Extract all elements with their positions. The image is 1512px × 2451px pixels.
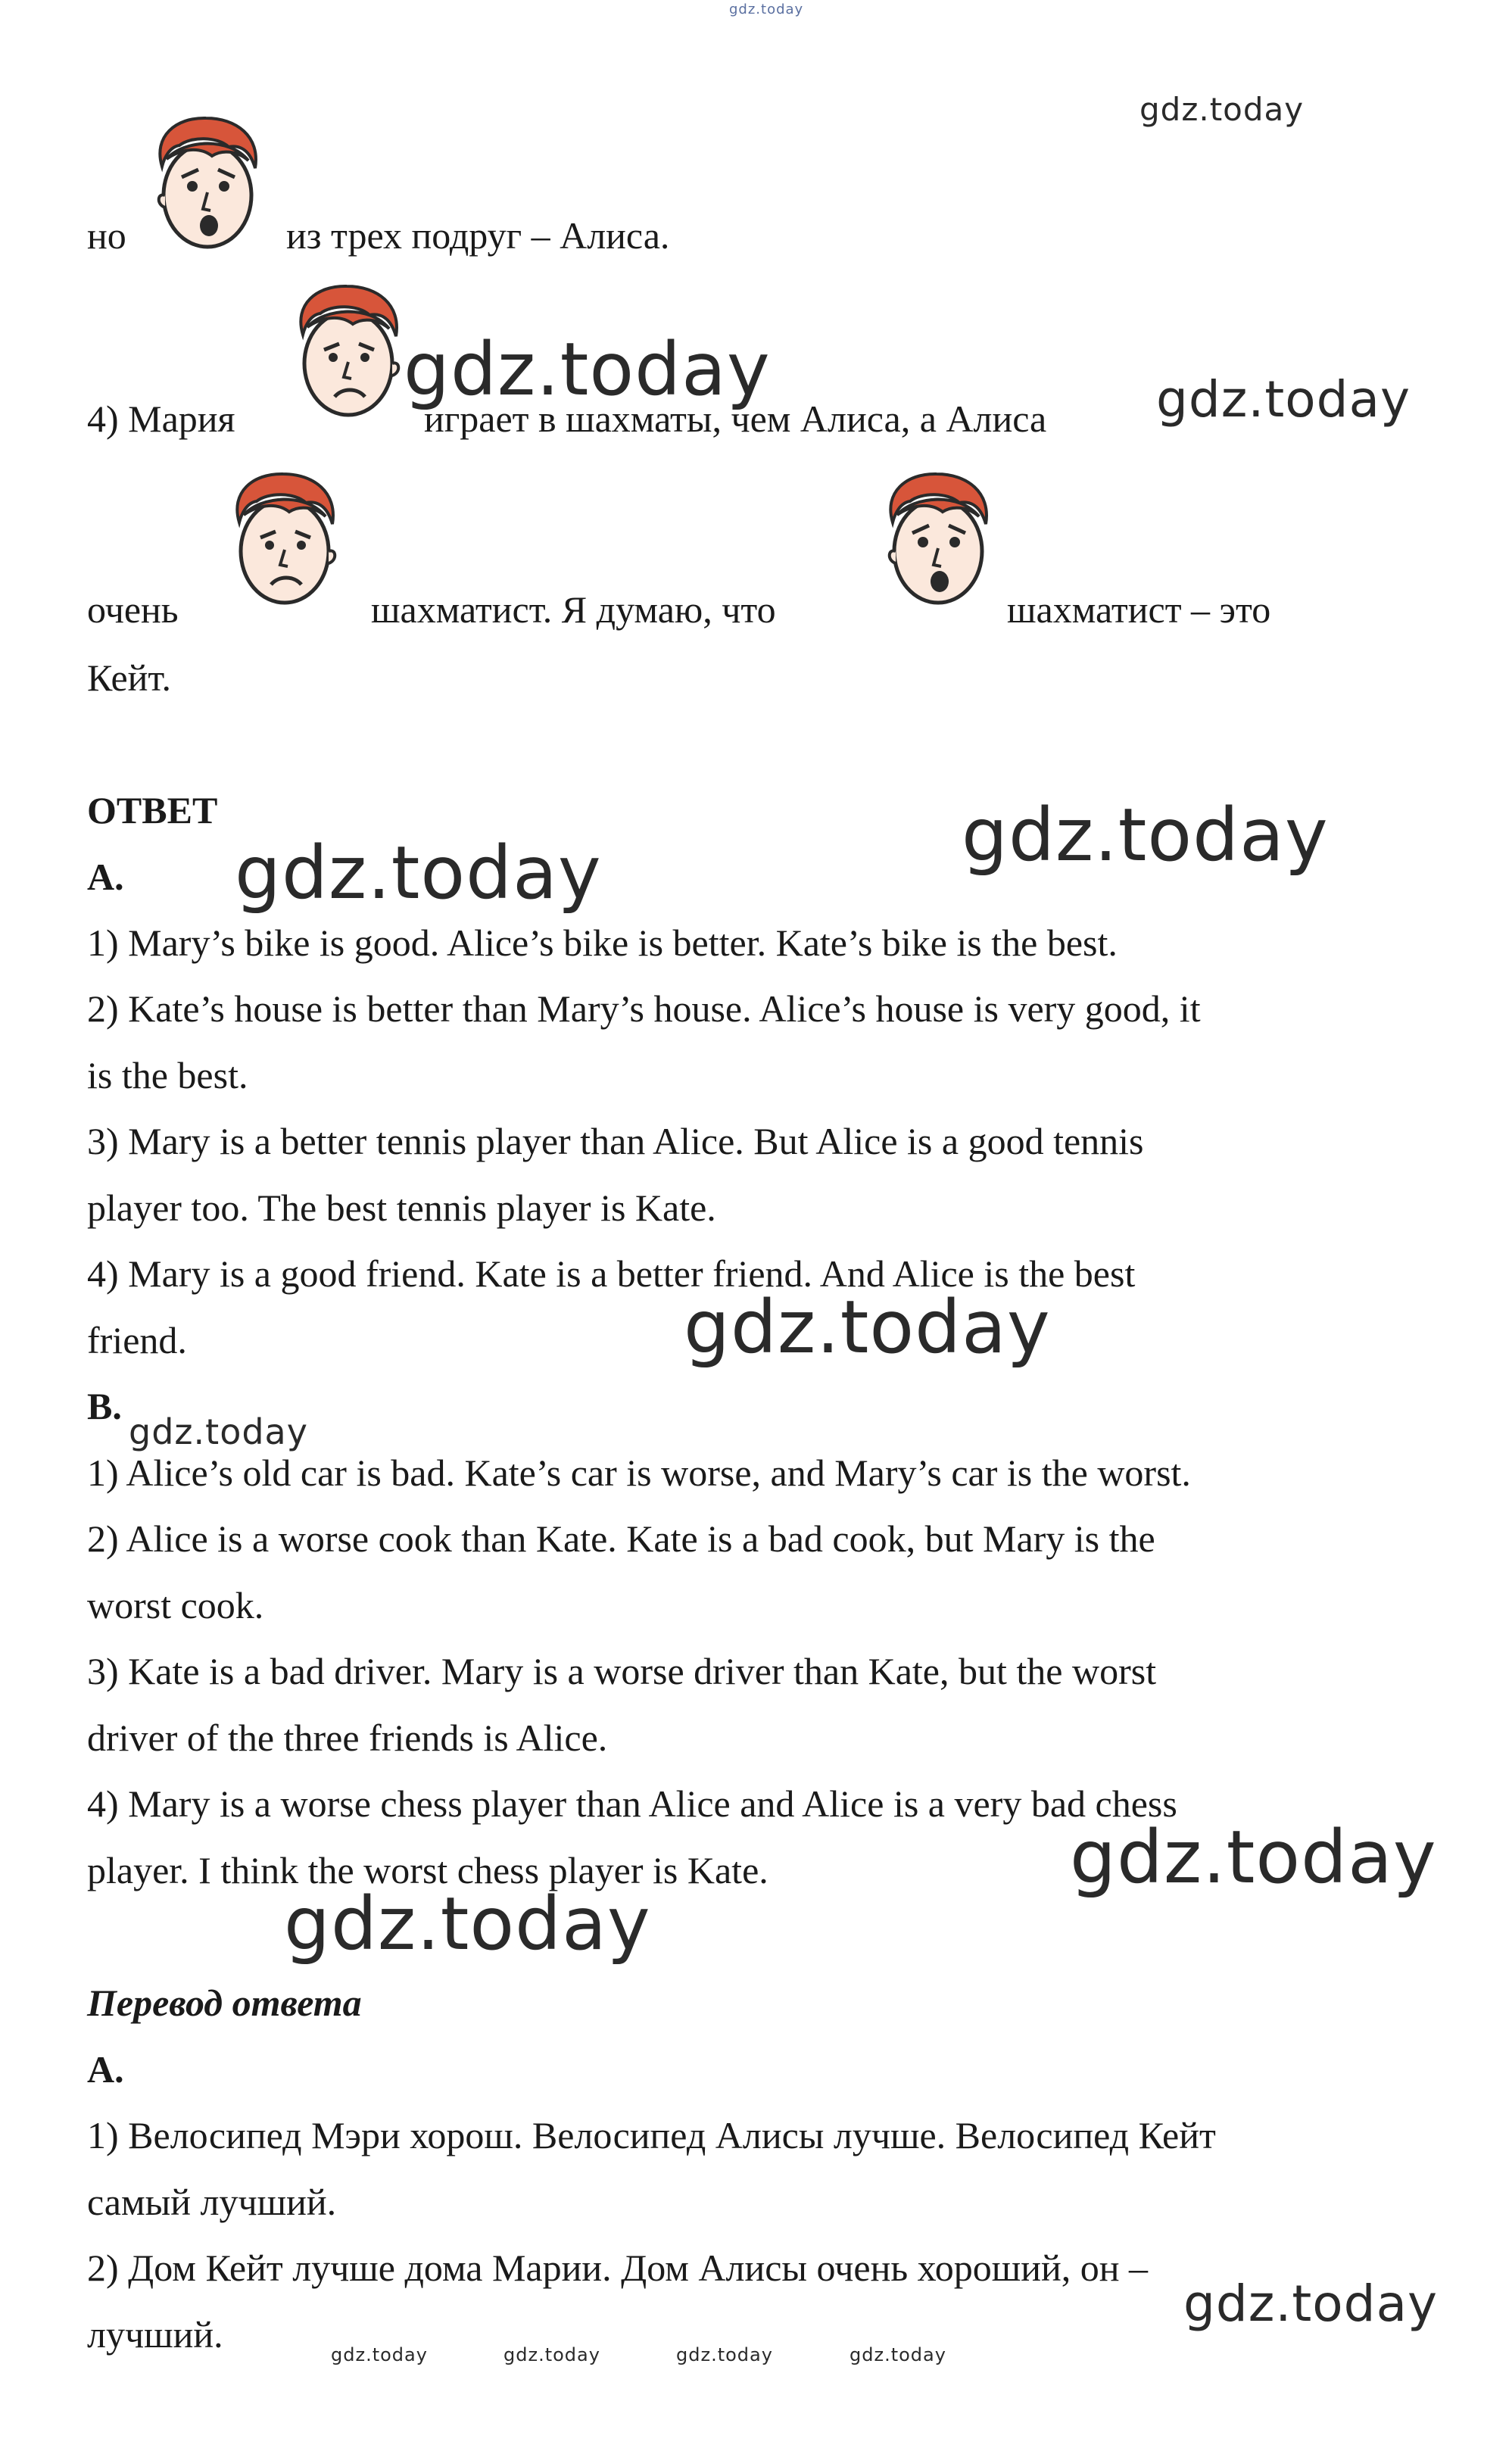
answer-a-line: friend. <box>87 1319 187 1361</box>
watermark: gdz.today <box>962 793 1329 878</box>
task-text: из трех подруг – Алиса. <box>286 214 670 257</box>
answer-a-line: 4) Mary is a good friend. Kate is a better friend. And Alice is the best <box>87 1252 1136 1295</box>
answer-b-line: 1) Alice’s old car is bad. Kate’s car is worse, and Mary’s car is the worst. <box>87 1452 1191 1494</box>
watermark: gdz.today <box>850 2344 946 2365</box>
answer-section-b-label: B. <box>87 1385 122 1427</box>
watermark: gdz.today <box>331 2344 428 2365</box>
watermark: gdz.today <box>235 831 602 915</box>
answer-b-line: worst cook. <box>87 1584 264 1626</box>
task-text: но <box>87 214 126 257</box>
task-line-4: Кейт. <box>87 656 171 699</box>
answer-a-line: player too. The best tennis player is Kate. <box>87 1187 716 1229</box>
watermark: gdz.today <box>503 2344 600 2365</box>
task-line-3 <box>87 588 179 631</box>
sad-face-icon <box>286 282 407 422</box>
watermark: gdz.today <box>676 2344 773 2365</box>
worried-face-icon <box>876 469 997 610</box>
answer-section-a-label: A. <box>87 856 124 898</box>
watermark: gdz.today <box>729 2 804 17</box>
watermark: gdz.today <box>284 1882 651 1966</box>
task-text: шахматист. Я думаю, что <box>371 588 776 631</box>
task-line-3-mid <box>371 588 776 631</box>
sad-face-icon <box>223 469 344 610</box>
answer-b-line: 3) Kate is a bad driver. Mary is a worse driver than Kate, but the worst <box>87 1650 1157 1692</box>
answer-a-line: 1) Mary’s bike is good. Alice’s bike is better. Kate’s bike is the best. <box>87 921 1118 964</box>
answer-a-line: is the best. <box>87 1054 248 1096</box>
answer-b-line: player. I think the worst chess player is Kate. <box>87 1849 768 1891</box>
translation-section-a-label: A. <box>87 2048 124 2091</box>
task-line-1 <box>87 214 126 257</box>
worried-face-icon <box>145 114 267 254</box>
task-line-2 <box>87 400 235 438</box>
answer-a-line: 3) Mary is a better tennis player than Alice. But Alice is a good tennis <box>87 1120 1144 1162</box>
task-line-1-cont <box>286 214 670 257</box>
task-text: 4) Мария <box>87 398 235 440</box>
answer-b-line: 2) Alice is a worse cook than Kate. Kate is a bad cook, but Mary is the <box>87 1517 1155 1560</box>
answer-b-line: driver of the three friends is Alice. <box>87 1717 608 1759</box>
watermark: gdz.today <box>129 1411 308 1452</box>
answer-heading: ОТВЕТ <box>87 789 218 831</box>
task-text: очень <box>87 588 179 631</box>
translation-line: 2) Дом Кейт лучше дома Марии. Дом Алисы очень хороший, он – <box>87 2247 1149 2289</box>
watermark: gdz.today <box>1156 370 1411 429</box>
translation-line: самый лучший. <box>87 2181 337 2223</box>
translation-line: 1) Велосипед Мэри хорош. Велосипед Алисы лучше. Велосипед Кейт <box>87 2114 1216 2156</box>
task-text: играет в шахматы, чем Алиса, а Алиса <box>424 398 1047 440</box>
answer-a-line: 2) Kate’s house is better than Mary’s house. Alice’s house is very good, it <box>87 987 1201 1030</box>
watermark: gdz.today <box>404 327 771 412</box>
answer-b-line: 4) Mary is a worse chess player than Alice and Alice is a very bad chess <box>87 1782 1177 1825</box>
watermark: gdz.today <box>684 1285 1051 1370</box>
translation-heading: Перевод ответа <box>87 1982 362 2024</box>
watermark: gdz.today <box>1139 91 1305 128</box>
task-text: шахматист – это <box>1007 588 1271 631</box>
watermark: gdz.today <box>1183 2275 1439 2333</box>
watermark: gdz.today <box>1070 1815 1437 1900</box>
task-line-3-end <box>1007 588 1271 631</box>
translation-line: лучший. <box>87 2313 223 2356</box>
